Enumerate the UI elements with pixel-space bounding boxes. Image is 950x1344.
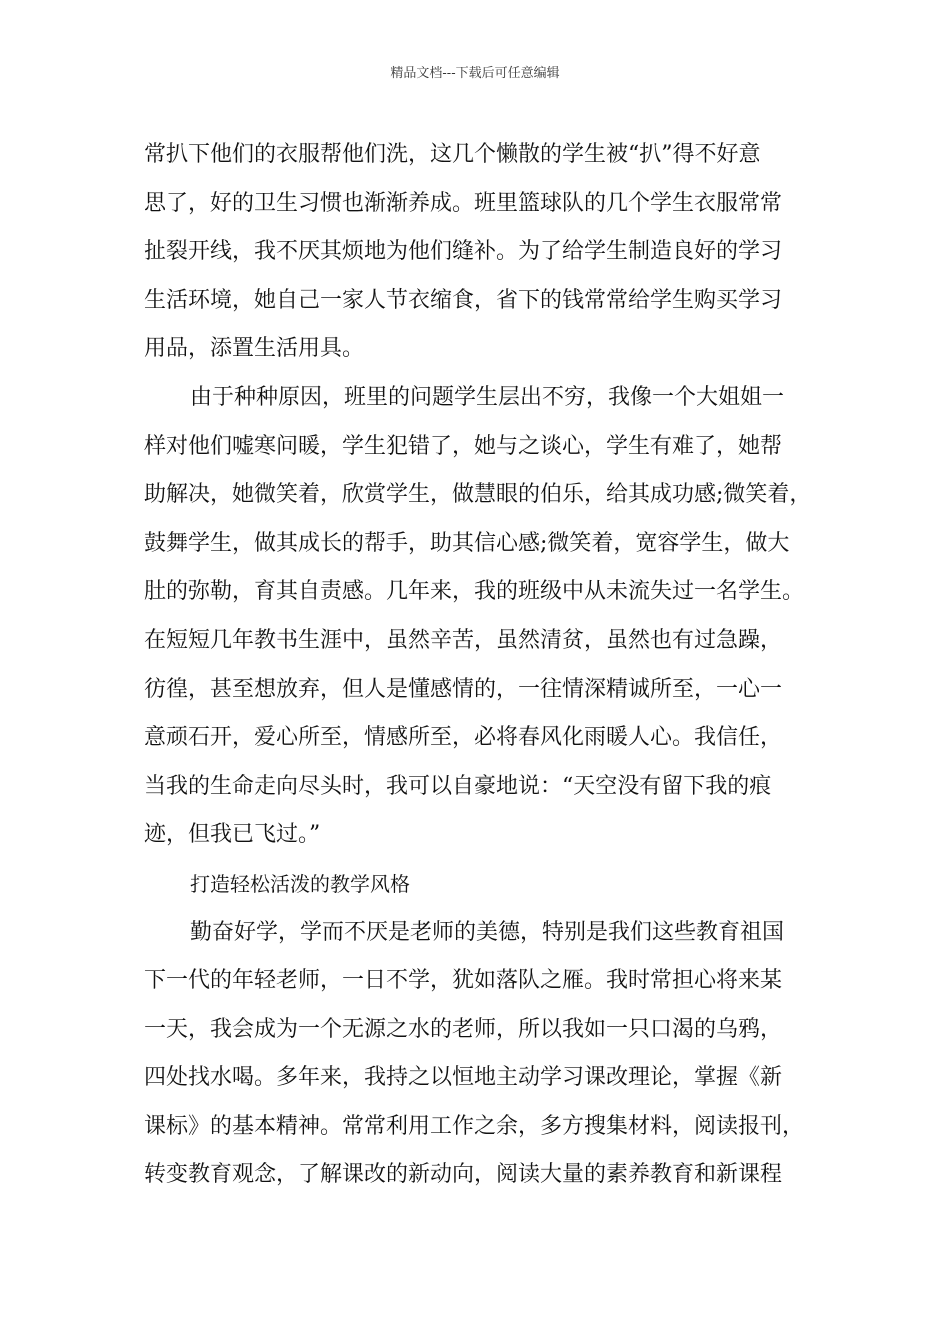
text-line: 助解决，她微笑着，欣赏学生，做慧眼的伯乐，给其成功感;微笑着， — [144, 482, 812, 508]
text-line: 四处找水喝。多年来，我持之以恒地主动学习课改理论，掌握《新 — [144, 1065, 783, 1091]
text-line: 扯裂开线，我不厌其烦地为他们缝补。为了给学生制造良好的学习 — [144, 239, 783, 265]
section-heading: 打造轻松活泼的教学风格 — [190, 871, 410, 896]
text-line: 思了，好的卫生习惯也渐渐养成。班里篮球队的几个学生衣服常常 — [144, 190, 783, 216]
text-line: 用品，添置生活用具。 — [144, 336, 365, 362]
paragraph-start-line: 由于种种原因，班里的问题学生层出不穷，我像一个大姐姐一 — [190, 384, 785, 410]
paragraph-start-line: 勤奋好学，学而不厌是老师的美德，特别是我们这些教育祖国 — [190, 919, 785, 945]
text-line: 迹，但我已飞过。” — [144, 822, 321, 848]
text-line: 鼓舞学生，做其成长的帮手，助其信心感;微笑着，宽容学生，做大 — [144, 530, 790, 556]
page-header: 精品文档---下载后可任意编辑 — [390, 66, 560, 81]
text-line: 肚的弥勒，育其自责感。几年来，我的班级中从未流失过一名学生。 — [144, 579, 805, 605]
text-line: 转变教育观念，了解课改的新动向，阅读大量的素养教育和新课程 — [144, 1162, 783, 1188]
text-line: 生活环境，她自己一家人节衣缩食，省下的钱常常给学生购买学习 — [144, 287, 783, 313]
text-line: 常扒下他们的衣服帮他们洗，这几个懒散的学生被“扒”得不好意 — [144, 142, 761, 167]
text-line: 意顽石开，爱心所至，情感所至，必将春风化雨暖人心。我信任， — [144, 725, 783, 751]
text-line: 彷徨，甚至想放弃，但人是懂感情的，一往情深精诚所至，一心一 — [144, 676, 783, 702]
text-line: 课标》的基本精神。常常利用工作之余，多方搜集材料，阅读报刊， — [144, 1113, 805, 1139]
text-line: 样对他们嘘寒问暖，学生犯错了，她与之谈心，学生有难了，她帮 — [144, 433, 783, 459]
text-line: 当我的生命走向尽头时，我可以自豪地说：“天空没有留下我的痕 — [144, 773, 772, 799]
document-body — [144, 131, 824, 1200]
text-line: 在短短几年教书生涯中，虽然辛苦，虽然清贫，虽然也有过急躁， — [144, 627, 783, 653]
text-line: 下一代的年轻老师，一日不学，犹如落队之雁。我时常担心将来某 — [144, 968, 783, 994]
text-line: 一天，我会成为一个无源之水的老师，所以我如一只口渴的乌鸦， — [144, 1016, 783, 1042]
